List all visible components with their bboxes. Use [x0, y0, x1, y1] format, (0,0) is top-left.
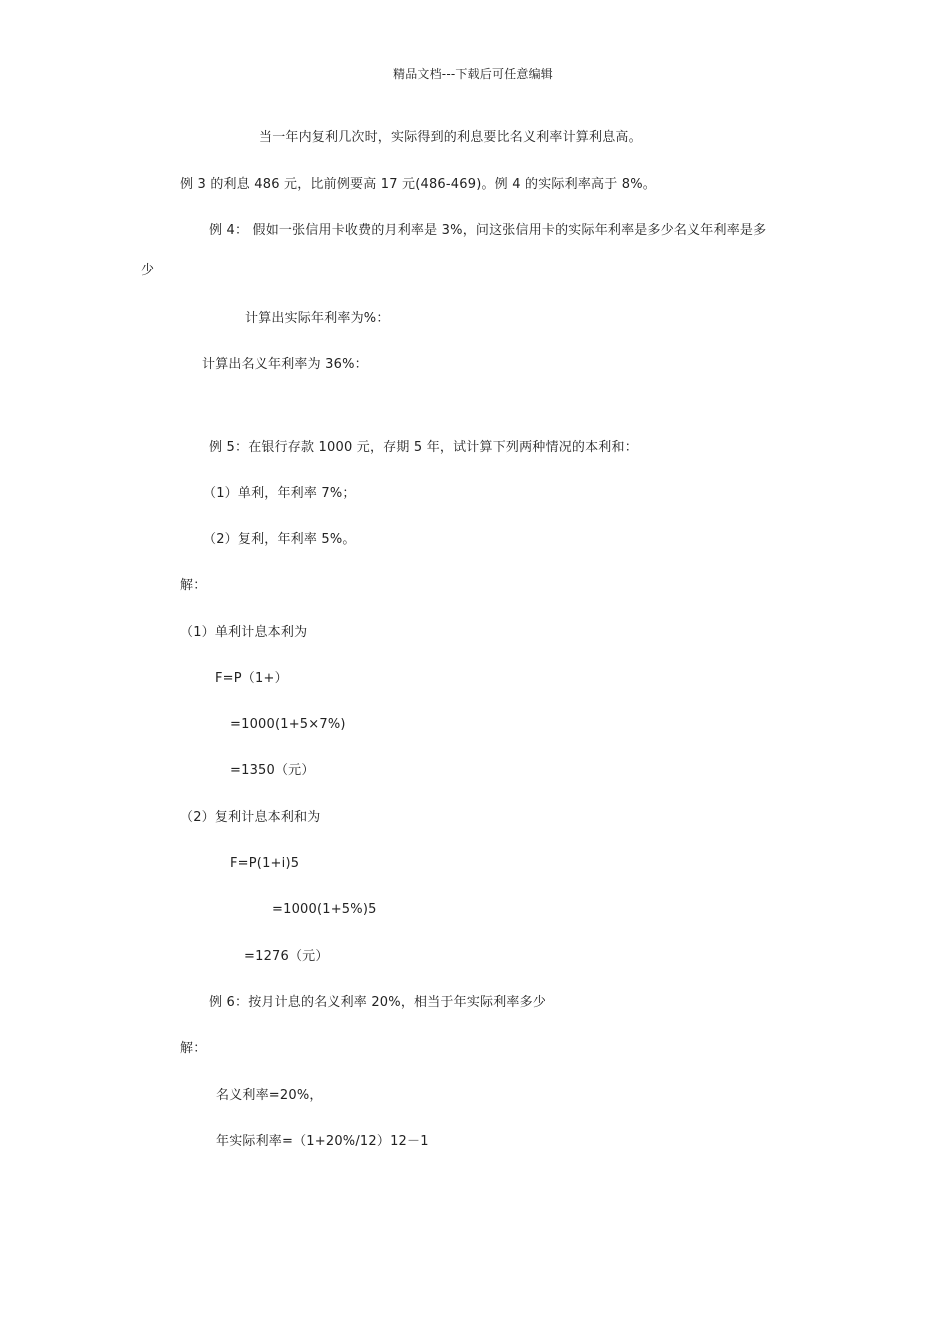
text-line-actual-rate: 计算出实际年利率为%： [245, 311, 390, 326]
text-line-compound-note: 当一年内复利几次时，实际得到的利息要比名义利率计算利息高。 [259, 130, 642, 145]
text-line-solution-label-2: 解： [180, 1041, 207, 1056]
text-line-case2: （2）复利，年利率 5%。 [203, 532, 356, 547]
formula-line-simple-2: =1000(1+5×7%) [230, 717, 346, 732]
text-line-example3-compare: 例 3 的利息 486 元，比前例要高 17 元(486-469)。例 4 的实际利率高于 8%。 [180, 177, 656, 192]
text-line-compound-interest-heading: （2）复利计息本利和为 [180, 810, 321, 825]
text-line-example6-question: 例 6：按月计息的名义利率 20%，相当于年实际利率多少 [209, 995, 547, 1010]
text-line-example4-question-cont: 少 [141, 263, 155, 278]
text-line-example5-question: 例 5：在银行存款 1000 元，存期 5 年，试计算下列两种情况的本利和： [209, 440, 638, 455]
formula-line-simple-3: =1350（元） [230, 763, 315, 778]
text-line-solution-label: 解： [180, 578, 207, 593]
formula-line-compound-1: F=P(1+i)5 [230, 856, 300, 871]
text-line-simple-interest-heading: （1）单利计息本利为 [180, 625, 308, 640]
formula-line-nominal-rate: 名义利率=20%， [216, 1088, 323, 1103]
formula-line-simple-1: F=P（1+） [215, 671, 288, 686]
formula-line-compound-3: =1276（元） [244, 949, 329, 964]
formula-line-annual-actual-rate: 年实际利率=（1+20%/12）12－1 [216, 1134, 429, 1149]
text-line-case1: （1）单利，年利率 7%； [203, 486, 356, 501]
page-header: 精品文档---下载后可任意编辑 [393, 67, 553, 81]
text-line-nominal-rate: 计算出名义年利率为 36%： [202, 357, 368, 372]
text-line-example4-question: 例 4： 假如一张信用卡收费的月利率是 3%，问这张信用卡的实际年利率是多少名义年利率是多 [209, 223, 767, 238]
formula-line-compound-2: =1000(1+5%)5 [272, 902, 377, 917]
